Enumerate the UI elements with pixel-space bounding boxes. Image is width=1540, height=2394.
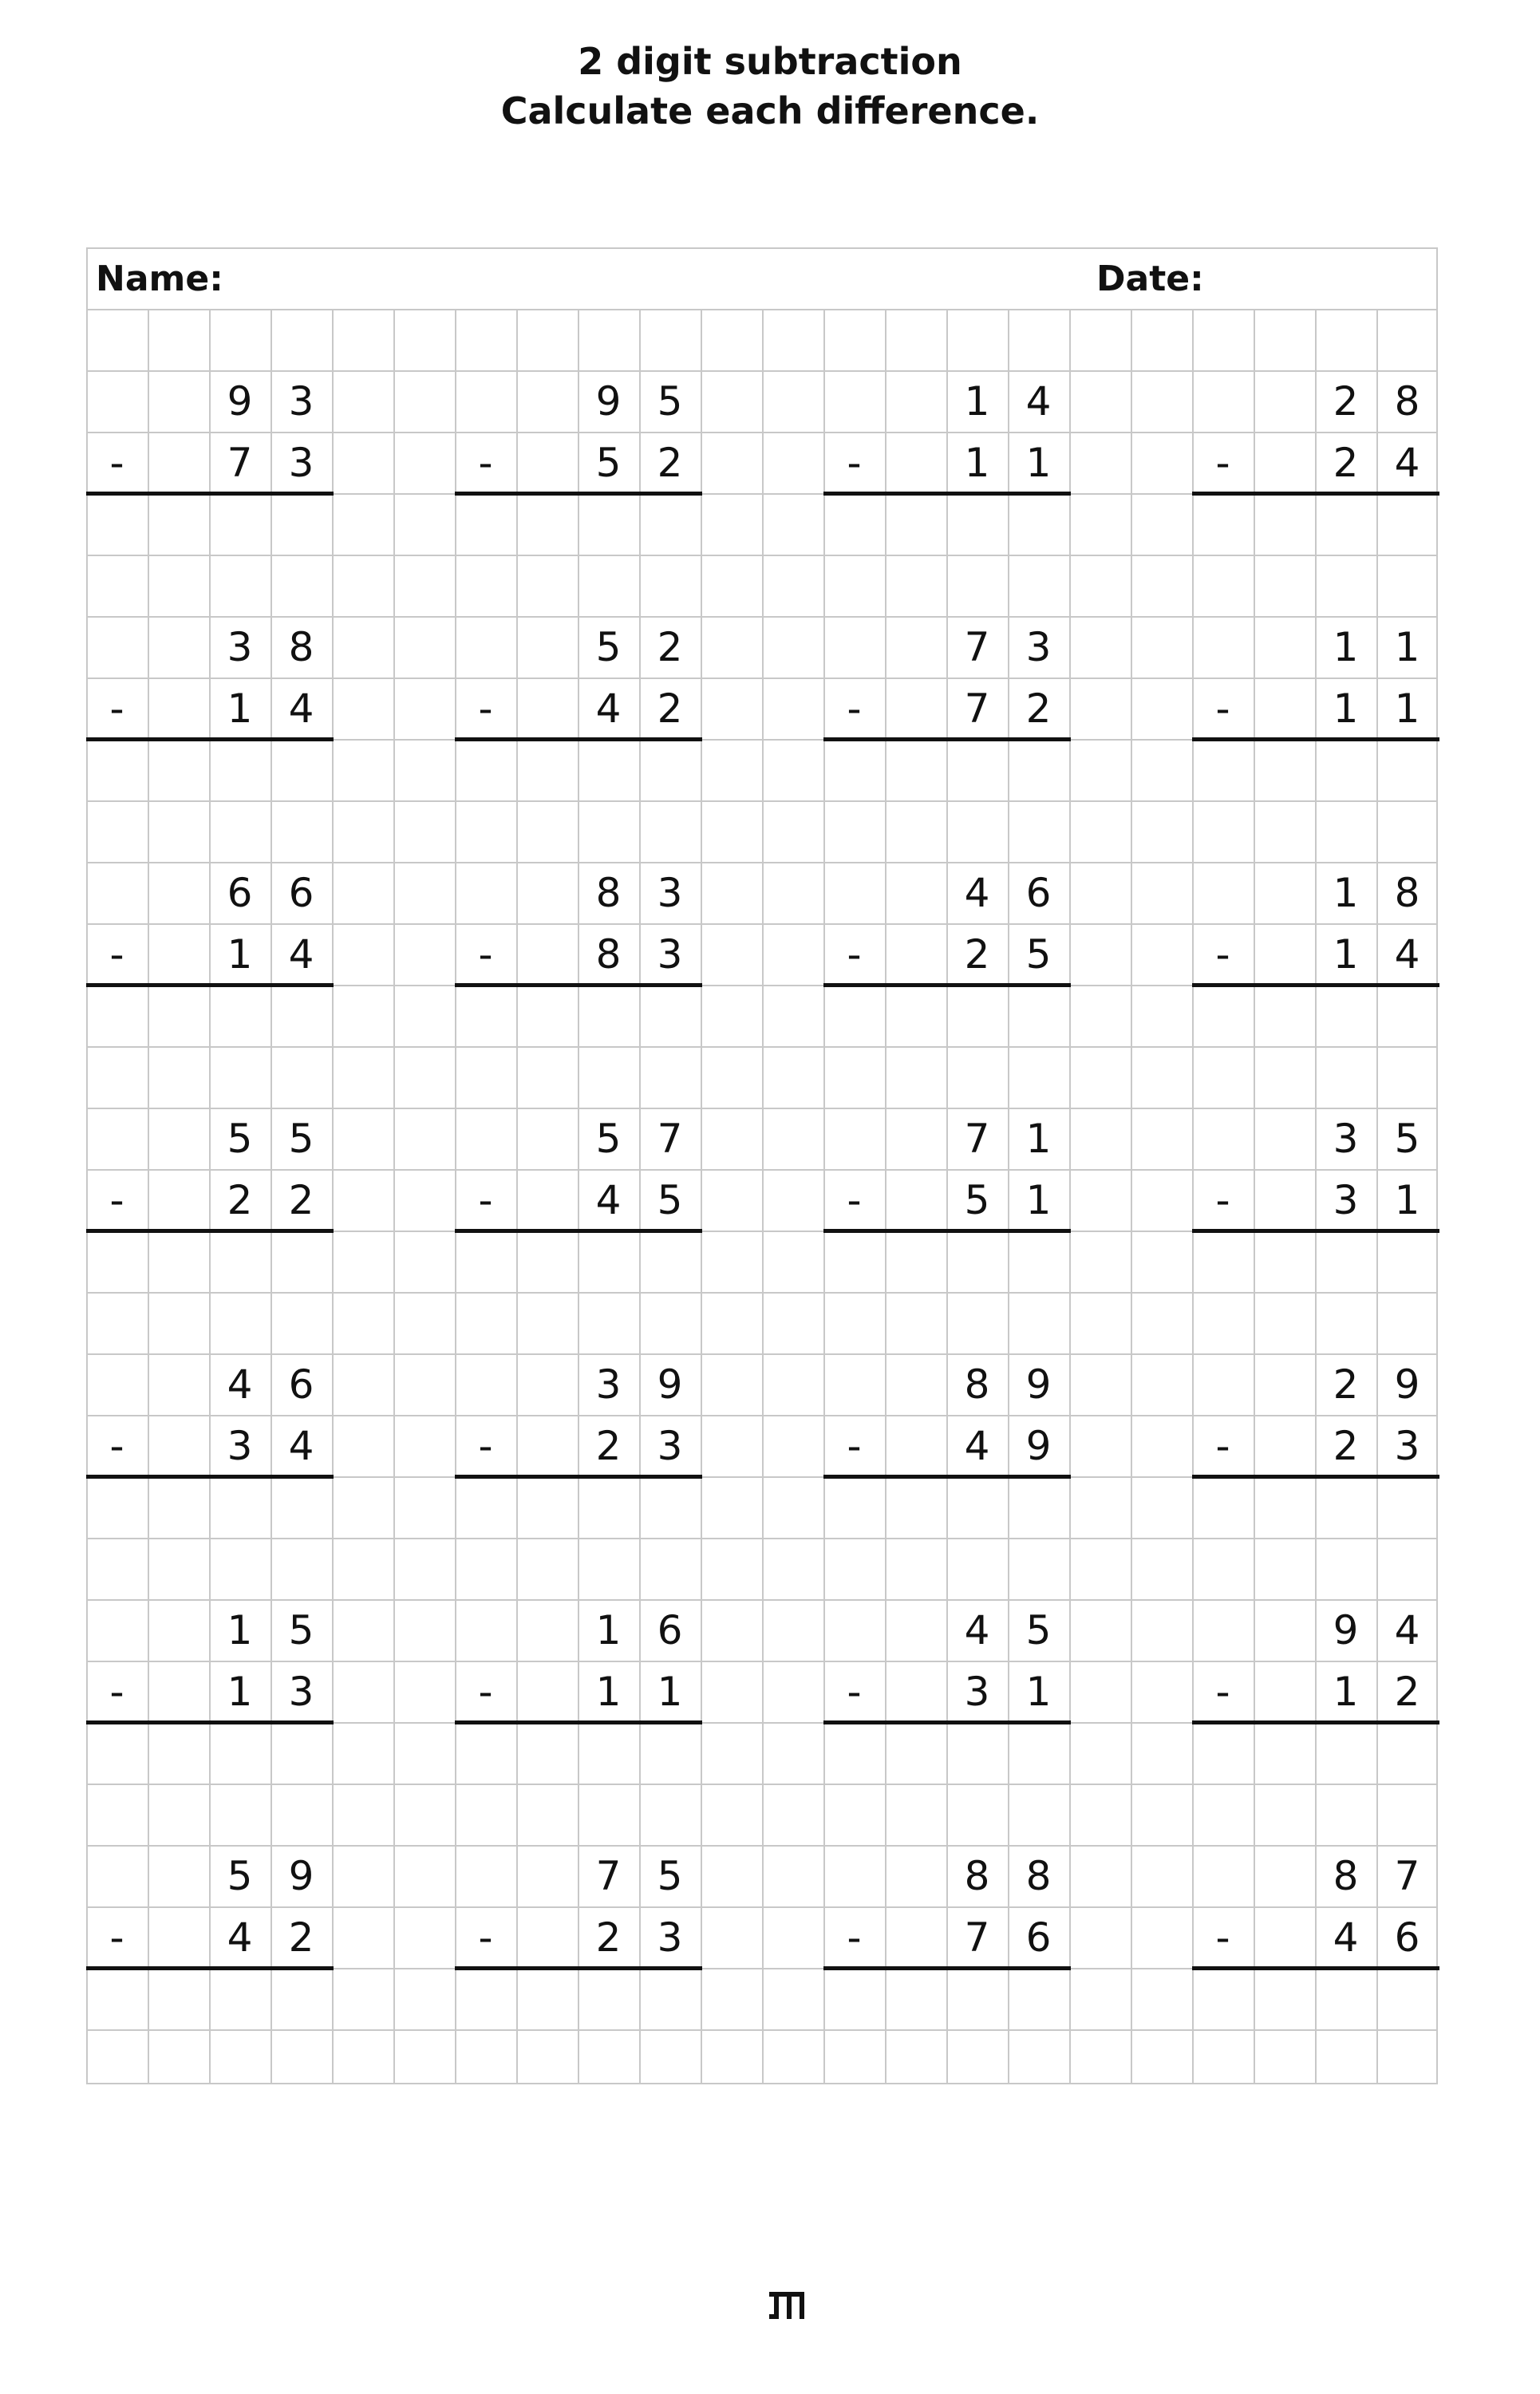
minus-sign: - [847,1177,862,1223]
minuend-tens-digit: 8 [964,1361,990,1408]
answer-line [1192,1966,1439,1970]
minuend-tens-digit: 1 [1333,624,1359,670]
answer-line [823,983,1071,987]
answer-line [455,1475,702,1479]
minuend-tens-digit: 2 [1333,1361,1359,1408]
minuend-ones-digit: 5 [288,1116,314,1162]
minuend-ones-digit: 7 [1394,1853,1420,1899]
worksheet-instructions: Calculate each difference. [500,89,1040,132]
answer-line [1192,737,1439,741]
minus-sign: - [1215,685,1230,732]
subtrahend-tens-digit: 1 [1333,1669,1359,1715]
minus-sign: - [109,440,124,486]
minuend-tens-digit: 4 [964,870,990,916]
minuend-ones-digit: 4 [1394,1607,1420,1653]
minuend-tens-digit: 5 [595,1116,622,1162]
minuend-tens-digit: 4 [227,1361,253,1408]
minuend-ones-digit: 3 [288,378,314,425]
minuend-tens-digit: 4 [964,1607,990,1653]
minus-sign: - [1215,1914,1230,1961]
answer-line [823,492,1071,496]
subtrahend-ones-digit: 1 [1025,440,1052,486]
worksheet-title: 2 digit subtraction [578,40,962,83]
minuend-ones-digit: 3 [657,870,683,916]
minuend-tens-digit: 7 [964,624,990,670]
minus-sign: - [478,1423,493,1469]
subtrahend-tens-digit: 8 [595,931,622,978]
worksheet-title-block [0,37,1540,136]
subtrahend-ones-digit: 4 [1394,440,1420,486]
subtrahend-tens-digit: 5 [595,440,622,486]
subtrahend-ones-digit: 4 [288,685,314,732]
subtrahend-tens-digit: 1 [227,931,253,978]
subtrahend-ones-digit: 2 [288,1914,314,1961]
minuend-ones-digit: 6 [288,1361,314,1408]
subtrahend-tens-digit: 2 [1333,1423,1359,1469]
minuend-ones-digit: 8 [288,624,314,670]
subtrahend-ones-digit: 6 [1394,1914,1420,1961]
subtrahend-ones-digit: 9 [1025,1423,1052,1469]
minuend-tens-digit: 3 [595,1361,622,1408]
answer-line [86,1475,334,1479]
minus-sign: - [478,1177,493,1223]
minus-sign: - [847,1669,862,1715]
subtrahend-ones-digit: 4 [1394,931,1420,978]
subtrahend-tens-digit: 7 [964,685,990,732]
subtrahend-ones-digit: 4 [288,931,314,978]
subtrahend-ones-digit: 1 [1025,1669,1052,1715]
minus-sign: - [1215,1669,1230,1715]
answer-line [1192,1475,1439,1479]
subtrahend-tens-digit: 4 [595,1177,622,1223]
subtrahend-tens-digit: 1 [1333,931,1359,978]
name-label: Name: [96,259,223,299]
subtrahend-ones-digit: 2 [288,1177,314,1223]
minuend-tens-digit: 9 [1333,1607,1359,1653]
subtrahend-ones-digit: 3 [657,1914,683,1961]
minuend-tens-digit: 5 [227,1853,253,1899]
subtrahend-tens-digit: 2 [595,1914,622,1961]
minuend-tens-digit: 1 [595,1607,622,1653]
minuend-ones-digit: 6 [657,1607,683,1653]
subtrahend-tens-digit: 3 [1333,1177,1359,1223]
minuend-tens-digit: 3 [1333,1116,1359,1162]
answer-line [1192,492,1439,496]
minus-sign: - [478,685,493,732]
minuend-ones-digit: 8 [1025,1853,1052,1899]
answer-line [455,983,702,987]
minuend-ones-digit: 8 [1394,870,1420,916]
minuend-ones-digit: 3 [1025,624,1052,670]
minus-sign: - [109,1423,124,1469]
answer-line [823,1966,1071,1970]
subtrahend-tens-digit: 2 [595,1423,622,1469]
minus-sign: - [109,1914,124,1961]
subtrahend-ones-digit: 5 [657,1177,683,1223]
minuend-ones-digit: 9 [1394,1361,1420,1408]
answer-line [455,1966,702,1970]
minuend-ones-digit: 5 [657,1853,683,1899]
date-label: Date: [1096,259,1204,299]
subtrahend-ones-digit: 6 [1025,1914,1052,1961]
minuend-ones-digit: 5 [1394,1116,1420,1162]
minus-sign: - [847,931,862,978]
name-date-row [86,247,1438,310]
minuend-tens-digit: 7 [595,1853,622,1899]
minuend-ones-digit: 7 [657,1116,683,1162]
minus-sign: - [109,1669,124,1715]
minuend-tens-digit: 2 [1333,378,1359,425]
subtrahend-tens-digit: 1 [227,685,253,732]
answer-line [1192,1229,1439,1233]
minuend-tens-digit: 1 [227,1607,253,1653]
minuend-tens-digit: 1 [1333,870,1359,916]
answer-line [86,1720,334,1724]
answer-line [86,983,334,987]
minuend-tens-digit: 8 [1333,1853,1359,1899]
minus-sign: - [847,1914,862,1961]
minus-sign: - [478,1669,493,1715]
minuend-tens-digit: 5 [595,624,622,670]
subtrahend-tens-digit: 2 [227,1177,253,1223]
subtrahend-ones-digit: 4 [288,1423,314,1469]
minuend-tens-digit: 9 [595,378,622,425]
minuend-ones-digit: 8 [1394,378,1420,425]
minuend-ones-digit: 5 [657,378,683,425]
minus-sign: - [109,685,124,732]
subtrahend-ones-digit: 2 [657,440,683,486]
subtrahend-ones-digit: 2 [1025,685,1052,732]
minus-sign: - [109,1177,124,1223]
subtrahend-ones-digit: 2 [657,685,683,732]
subtrahend-tens-digit: 1 [595,1669,622,1715]
answer-line [86,492,334,496]
minuend-ones-digit: 1 [1394,624,1420,670]
subtrahend-ones-digit: 3 [288,1669,314,1715]
minuend-ones-digit: 5 [288,1607,314,1653]
publisher-logo-icon [766,2287,808,2322]
subtrahend-tens-digit: 1 [964,440,990,486]
answer-line [1192,983,1439,987]
minuend-tens-digit: 8 [595,870,622,916]
subtrahend-tens-digit: 2 [964,931,990,978]
answer-line [823,1229,1071,1233]
subtrahend-ones-digit: 1 [1025,1177,1052,1223]
minuend-ones-digit: 9 [657,1361,683,1408]
answer-line [1192,1720,1439,1724]
subtrahend-tens-digit: 1 [1333,685,1359,732]
answer-line [86,1966,334,1970]
answer-line [455,492,702,496]
subtrahend-tens-digit: 7 [227,440,253,486]
answer-line [455,1229,702,1233]
subtrahend-ones-digit: 2 [1394,1669,1420,1715]
worksheet-sheet [86,247,1438,2084]
answer-line [823,1475,1071,1479]
minuend-tens-digit: 7 [964,1116,990,1162]
minuend-tens-digit: 6 [227,870,253,916]
subtrahend-tens-digit: 5 [964,1177,990,1223]
minus-sign: - [847,685,862,732]
minus-sign: - [847,1423,862,1469]
minuend-ones-digit: 5 [1025,1607,1052,1653]
minuend-tens-digit: 9 [227,378,253,425]
answer-line [86,1229,334,1233]
answer-line [823,1720,1071,1724]
minus-sign: - [1215,1423,1230,1469]
subtrahend-tens-digit: 4 [1333,1914,1359,1961]
answer-line [455,737,702,741]
minuend-ones-digit: 2 [657,624,683,670]
minuend-ones-digit: 9 [288,1853,314,1899]
minuend-tens-digit: 8 [964,1853,990,1899]
subtrahend-tens-digit: 1 [227,1669,253,1715]
subtrahend-ones-digit: 1 [657,1669,683,1715]
minus-sign: - [478,1914,493,1961]
minuend-ones-digit: 9 [1025,1361,1052,1408]
subtrahend-tens-digit: 4 [227,1914,253,1961]
subtrahend-tens-digit: 2 [1333,440,1359,486]
minuend-ones-digit: 1 [1025,1116,1052,1162]
subtrahend-ones-digit: 3 [1394,1423,1420,1469]
minus-sign: - [109,931,124,978]
minuend-tens-digit: 1 [964,378,990,425]
subtrahend-ones-digit: 3 [657,1423,683,1469]
minus-sign: - [1215,1177,1230,1223]
subtrahend-tens-digit: 4 [595,685,622,732]
subtrahend-tens-digit: 3 [964,1669,990,1715]
minus-sign: - [478,440,493,486]
subtrahend-ones-digit: 1 [1394,1177,1420,1223]
answer-line [823,737,1071,741]
subtrahend-ones-digit: 3 [657,931,683,978]
minus-sign: - [847,440,862,486]
minuend-ones-digit: 6 [288,870,314,916]
subtrahend-tens-digit: 3 [227,1423,253,1469]
answer-line [455,1720,702,1724]
answer-line [86,737,334,741]
minus-sign: - [1215,931,1230,978]
minuend-tens-digit: 3 [227,624,253,670]
minus-sign: - [478,931,493,978]
subtrahend-ones-digit: 3 [288,440,314,486]
subtrahend-tens-digit: 4 [964,1423,990,1469]
minuend-ones-digit: 4 [1025,378,1052,425]
minuend-ones-digit: 6 [1025,870,1052,916]
minus-sign: - [1215,440,1230,486]
minuend-tens-digit: 5 [227,1116,253,1162]
subtrahend-ones-digit: 5 [1025,931,1052,978]
subtrahend-ones-digit: 1 [1394,685,1420,732]
subtrahend-tens-digit: 7 [964,1914,990,1961]
